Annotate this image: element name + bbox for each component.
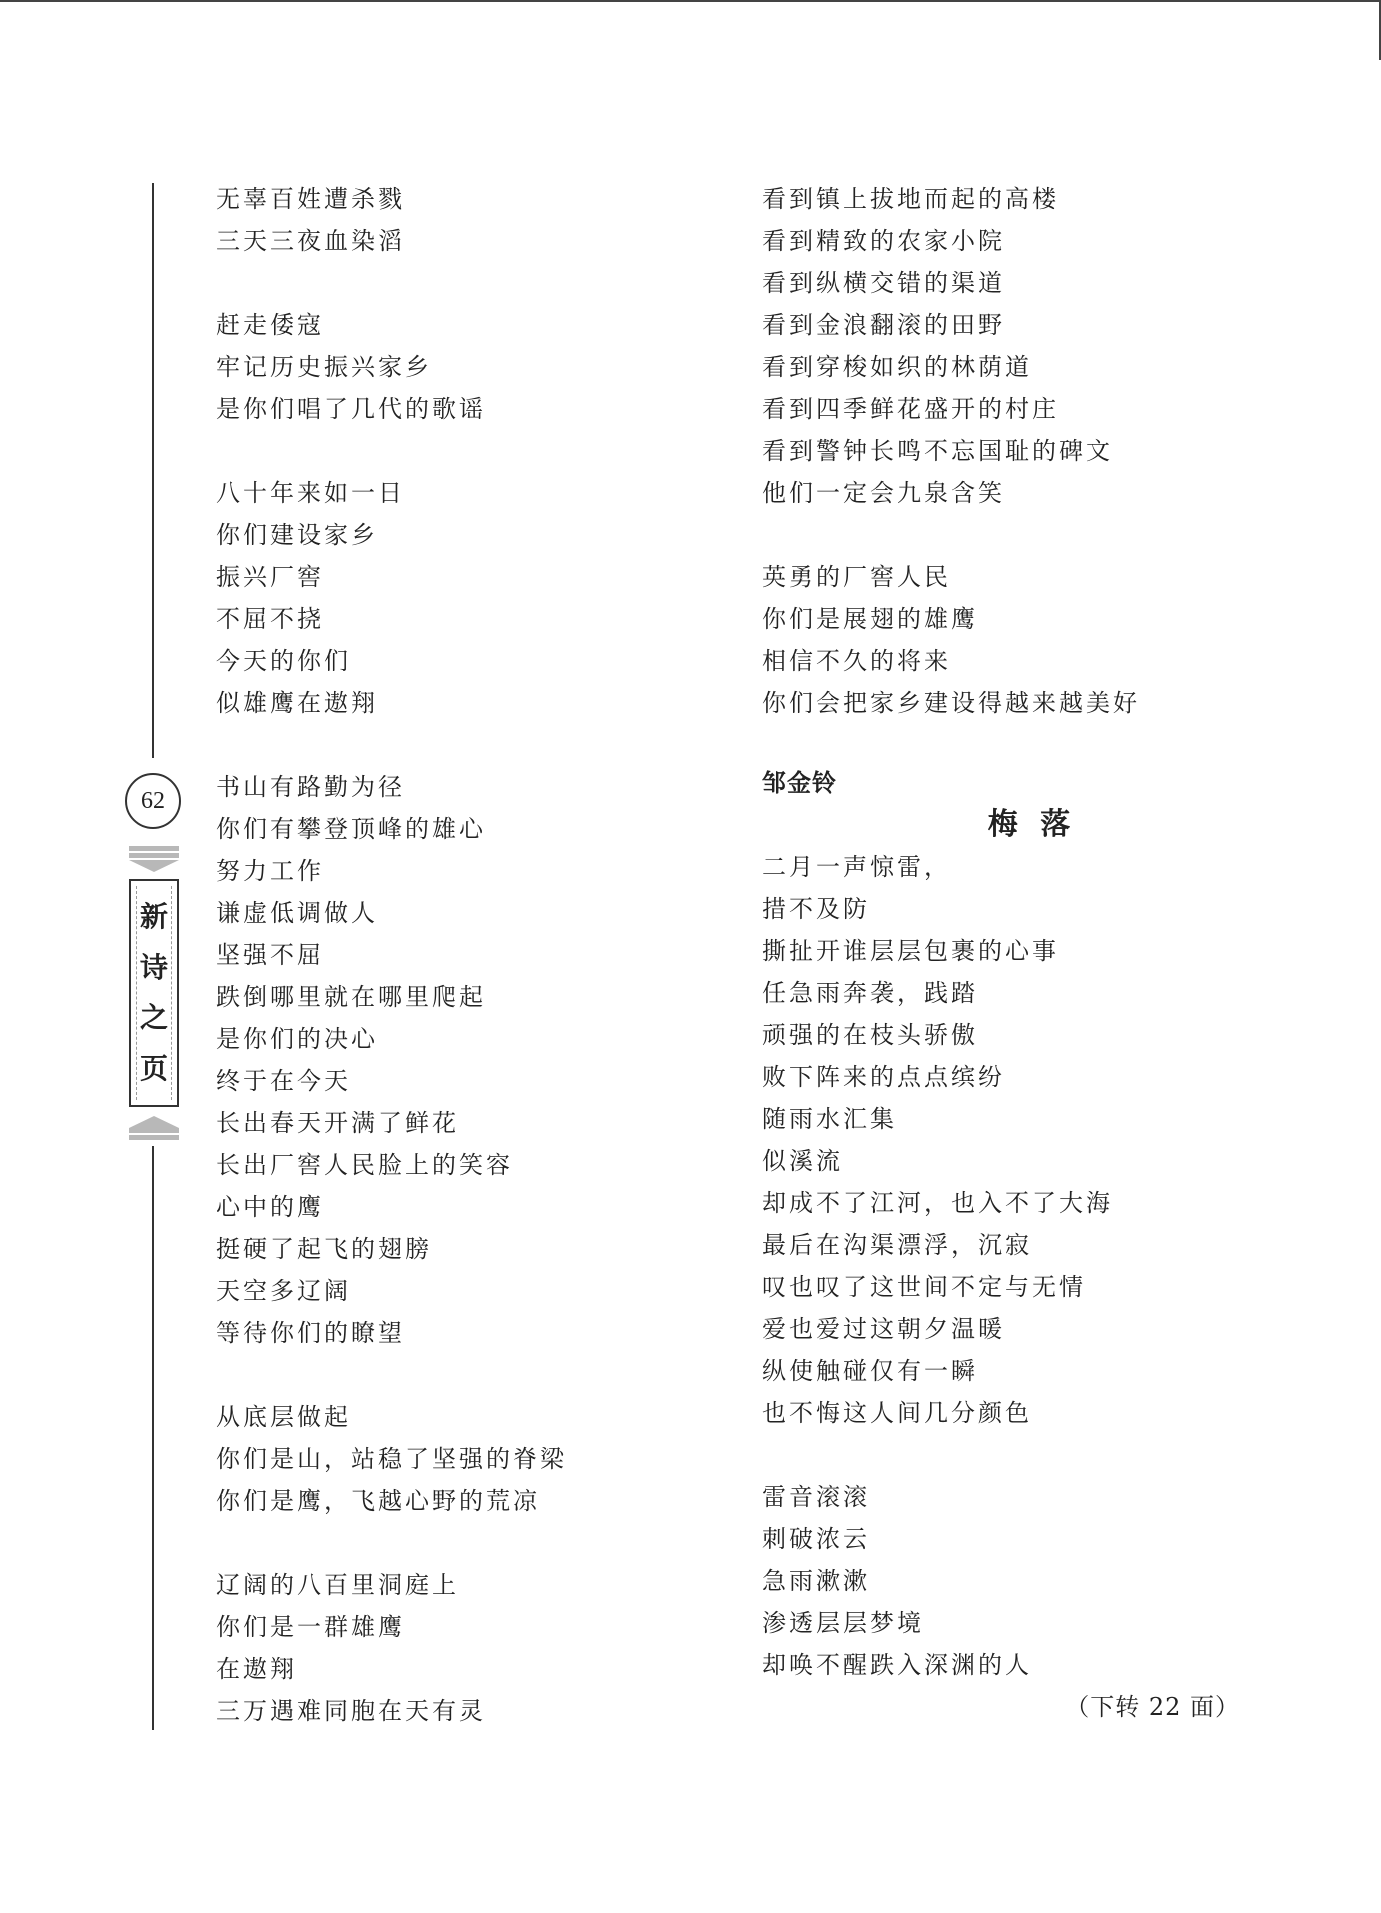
poem-line: 坚强不屈 [216,941,324,969]
poem-line: 看到金浪翻滚的田野 [762,311,1005,339]
poem-line: 却唤不醒跌入深渊的人 [762,1651,1032,1679]
poem-title: 梅 落 [987,807,1077,842]
banner-bottom-bar-2 [129,1135,179,1140]
poem-line: 顽强的在枝头骄傲 [762,1021,978,1049]
poem-line: 你们是鹰，飞越心野的荒凉 [216,1487,540,1515]
poem-line: 在遨翔 [216,1655,297,1683]
margin-line-top [152,183,154,758]
poem-line: 雷音滚滚 [762,1483,870,1511]
poem-line: 等待你们的瞭望 [216,1319,405,1347]
second-poem-body [762,846,1262,1686]
poem-line: 长出厂窖人民脸上的笑容 [216,1151,513,1179]
stanza-gap [762,514,1262,556]
poem-line: 措不及防 [762,895,870,923]
poem-line: 你们建设家乡 [216,521,378,549]
poem-line: 爱也爱过这朝夕温暖 [762,1315,1005,1343]
poem-line: 你们是一群雄鹰 [216,1613,405,1641]
right-poem-column [762,178,1262,1728]
poem-line: 你们有攀登顶峰的雄心 [216,815,486,843]
poem-line: 牢记历史振兴家乡 [216,353,432,381]
margin-line-bottom [152,1146,154,1730]
poem-line: 二月一声惊雷， [762,853,951,881]
banner-top-chevron-icon [129,860,179,872]
poem-line: 谦虚低调做人 [216,899,378,927]
poem-line: 看到精致的农家小院 [762,227,1005,255]
poem-line: 似雄鹰在遨翔 [216,689,378,717]
stanza-gap [216,1522,686,1564]
poem-line: 败下阵来的点点缤纷 [762,1063,1005,1091]
poem-line: 英勇的厂窖人民 [762,563,951,591]
poem-line: 今天的你们 [216,647,351,675]
poem-line: 纵使触碰仅有一瞬 [762,1357,978,1385]
top-border-rule [0,0,1381,2]
poem-line: 终于在今天 [216,1067,351,1095]
poem-line: 书山有路勤为径 [216,773,405,801]
left-poem-column [216,178,686,1732]
poem-line: 他们一定会九泉含笑 [762,479,1005,507]
poem-line: 随雨水汇集 [762,1105,897,1133]
poem-line: 却成不了江河，也入不了大海 [762,1189,1113,1217]
poem-line: 长出春天开满了鲜花 [216,1109,459,1137]
stanza-gap [216,724,686,766]
poem-line: 是你们唱了几代的歌谣 [216,395,486,423]
poem-line: 三天三夜血染滔 [216,227,405,255]
poem-line: 挺硬了起飞的翅膀 [216,1235,432,1263]
section-label-box [129,879,179,1107]
page-number: 62 [125,773,181,829]
poem-line: 从底层做起 [216,1403,351,1431]
poem-line: 相信不久的将来 [762,647,951,675]
poem-line: 努力工作 [216,857,324,885]
poem-line: 看到四季鲜花盛开的村庄 [762,395,1059,423]
poem-line: 急雨漱漱 [762,1567,870,1595]
section-label-char: 诗 [139,950,168,984]
poem-line: 赶走倭寇 [216,311,324,339]
poem-line: 振兴厂窖 [216,563,324,591]
section-banner [126,846,182,1142]
poem-line: 是你们的决心 [216,1025,378,1053]
stanza-gap [216,262,686,304]
poem-line: 看到纵横交错的渠道 [762,269,1005,297]
poem-line: 撕扯开谁层层包裹的心事 [762,937,1059,965]
section-label-char: 新 [139,900,168,934]
poem-line: 心中的鹰 [216,1193,324,1221]
first-poem-continuation [762,178,1262,724]
poem-line: 刺破浓云 [762,1525,870,1553]
banner-bottom-chevron-icon [129,1116,179,1128]
poem-line: 任急雨奔袭，践踏 [762,979,978,1007]
poem-line: 三万遇难同胞在天有灵 [216,1697,486,1725]
stanza-gap [216,430,686,472]
stanza-gap [762,1434,1262,1476]
banner-top-bar [129,846,179,851]
poem-line: 不屈不挠 [216,605,324,633]
poem-line: 无辜百姓遭杀戮 [216,185,405,213]
continued-note: （下转 22 面） [1065,1693,1240,1721]
poem-line: 八十年来如一日 [216,479,405,507]
poem-line: 也不悔这人间几分颜色 [762,1399,1032,1427]
poem-line: 看到穿梭如织的林荫道 [762,353,1032,381]
banner-bottom-bar [129,1128,179,1133]
section-label-char: 页 [139,1051,168,1085]
poem-line: 渗透层层梦境 [762,1609,924,1637]
poem-line: 你们是展翅的雄鹰 [762,605,978,633]
poem-line: 最后在沟渠漂浮，沉寂 [762,1231,1032,1259]
banner-top-bar-2 [129,853,179,858]
poem-line: 看到警钟长鸣不忘国耻的碑文 [762,437,1113,465]
poem-line: 辽阔的八百里洞庭上 [216,1571,459,1599]
stanza-gap [216,1354,686,1396]
poem-line: 你们是山，站稳了坚强的脊梁 [216,1445,567,1473]
poem-line: 跌倒哪里就在哪里爬起 [216,983,486,1011]
poem-line: 叹也叹了这世间不定与无情 [762,1273,1086,1301]
poem-author: 邹金铃 [762,769,837,797]
section-label-char: 之 [139,1001,168,1035]
poem-line: 看到镇上拔地而起的高楼 [762,185,1059,213]
poem-line: 你们会把家乡建设得越来越美好 [762,689,1140,717]
poem-line: 似溪流 [762,1147,843,1175]
poem-line: 天空多辽阔 [216,1277,351,1305]
